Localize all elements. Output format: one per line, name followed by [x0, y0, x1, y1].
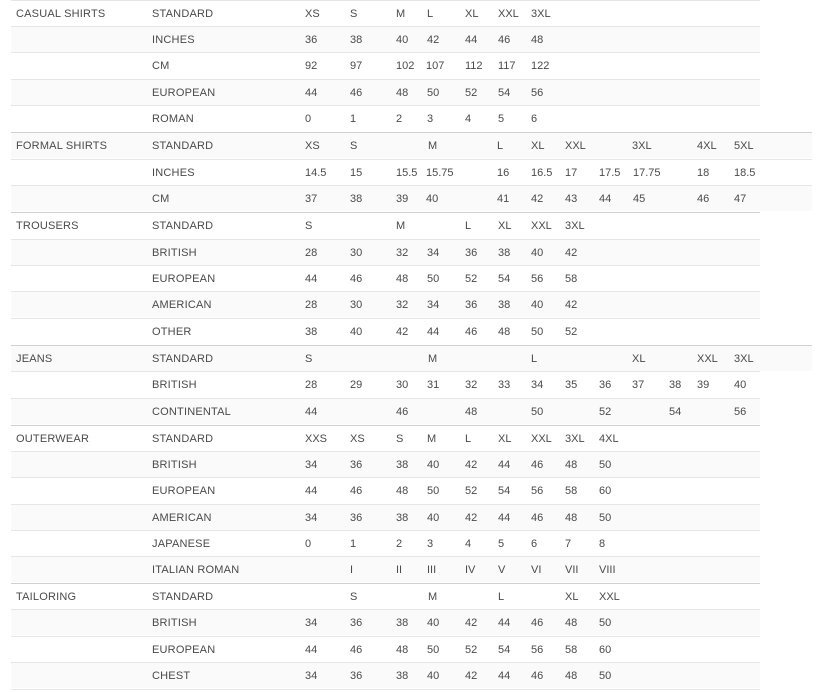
size-value: 52: [465, 644, 478, 656]
size-value: 46: [697, 193, 710, 205]
size-value: 46: [531, 617, 544, 629]
size-value: 42: [565, 299, 578, 311]
size-value: 17.5: [599, 167, 621, 179]
size-value: 36: [350, 670, 363, 682]
size-value: 56: [531, 485, 544, 497]
size-value: 44: [498, 617, 511, 629]
system-label: CM: [152, 193, 170, 205]
size-value: 50: [427, 87, 440, 99]
size-value: 29: [350, 379, 363, 391]
size-value: 30: [350, 247, 363, 259]
size-row-outerwear-italian-roman: [11, 556, 760, 582]
system-label: AMERICAN: [152, 512, 212, 524]
size-value: 48: [465, 406, 478, 418]
size-value: 54: [498, 273, 511, 285]
size-value: M: [396, 8, 406, 20]
size-value: L: [497, 140, 504, 152]
system-label: STANDARD: [152, 353, 214, 365]
size-value: 46: [350, 87, 363, 99]
size-value: 38: [396, 617, 409, 629]
size-value: S: [350, 140, 358, 152]
size-value: 54: [669, 406, 682, 418]
system-label: AMERICAN: [152, 299, 212, 311]
size-value: XXS: [305, 433, 328, 445]
size-value: 42: [565, 247, 578, 259]
size-value: XXL: [697, 353, 718, 365]
size-value: 34: [427, 247, 440, 259]
size-value: 50: [531, 406, 544, 418]
size-value: 38: [350, 34, 363, 46]
size-value: 36: [350, 617, 363, 629]
system-label: CHEST: [152, 670, 191, 682]
size-row-casual-shirts-european: [11, 79, 760, 105]
size-value: 52: [599, 406, 612, 418]
size-value: 38: [305, 326, 318, 338]
size-value: 44: [305, 485, 318, 497]
size-value: 44: [305, 406, 318, 418]
size-value: 4XL: [599, 433, 619, 445]
system-label: STANDARD: [152, 8, 214, 20]
size-row-formal-shirts-inches: [11, 159, 812, 185]
system-label: STANDARD: [152, 591, 214, 603]
size-row-tailoring-british: [11, 609, 760, 635]
size-value: 50: [599, 670, 612, 682]
size-value: 40: [426, 193, 439, 205]
system-label: BRITISH: [152, 379, 197, 391]
size-row-formal-shirts-standard: [11, 132, 812, 158]
size-value: XXL: [531, 220, 552, 232]
category-label: CASUAL SHIRTS: [16, 8, 106, 20]
size-row-jeans-british: [11, 371, 760, 397]
size-value: VI: [531, 564, 542, 576]
size-value: 34: [305, 459, 318, 471]
size-value: 34: [427, 299, 440, 311]
size-value: 42: [396, 326, 409, 338]
size-value: 33: [498, 379, 511, 391]
size-value: 31: [427, 379, 440, 391]
system-label: ITALIAN ROMAN: [152, 564, 240, 576]
size-value: 2: [396, 538, 403, 550]
size-value: 46: [350, 644, 363, 656]
size-value: 112: [465, 60, 483, 72]
size-value: S: [305, 220, 313, 232]
size-value: 6: [531, 113, 538, 125]
size-value: 43: [565, 193, 578, 205]
size-value: 102: [396, 60, 415, 72]
size-value: 36: [599, 379, 612, 391]
system-label: BRITISH: [152, 247, 197, 259]
size-value: 17: [565, 167, 578, 179]
size-value: XL: [465, 8, 479, 20]
category-label: FORMAL SHIRTS: [16, 140, 108, 152]
size-value: 34: [305, 670, 318, 682]
category-label: TAILORING: [16, 591, 77, 603]
size-row-tailoring-standard: [11, 583, 760, 609]
size-value: 48: [396, 273, 409, 285]
size-row-casual-shirts-standard: [11, 0, 760, 26]
size-value: M: [428, 591, 438, 603]
size-value: 46: [531, 670, 544, 682]
size-value: S: [350, 8, 358, 20]
size-row-jeans-standard: [11, 345, 812, 371]
size-value: 48: [498, 326, 511, 338]
size-value: 44: [498, 459, 511, 471]
size-value: 46: [531, 459, 544, 471]
size-value: 38: [396, 459, 409, 471]
size-value: 4: [465, 538, 472, 550]
size-value: 44: [599, 193, 612, 205]
size-value: 5: [498, 538, 505, 550]
size-value: 52: [465, 273, 478, 285]
size-value: 38: [669, 379, 682, 391]
size-value: L: [465, 433, 472, 445]
size-value: S: [350, 591, 358, 603]
size-value: 32: [465, 379, 478, 391]
size-row-tailoring-european: [11, 636, 760, 662]
size-value: 44: [305, 273, 318, 285]
size-value: 48: [396, 644, 409, 656]
system-label: INCHES: [152, 34, 195, 46]
size-value: 3XL: [734, 353, 754, 365]
size-value: 44: [465, 34, 478, 46]
size-value: M: [396, 220, 406, 232]
size-value: 44: [498, 670, 511, 682]
size-value: M: [428, 140, 438, 152]
category-label: JEANS: [16, 353, 53, 365]
size-value: 38: [396, 670, 409, 682]
size-value: VIII: [599, 564, 616, 576]
size-row-casual-shirts-cm: [11, 52, 760, 78]
size-value: 0: [305, 113, 312, 125]
size-value: 4: [465, 113, 472, 125]
size-value: 40: [427, 617, 440, 629]
size-value: 18: [697, 167, 710, 179]
size-value: 8: [599, 538, 606, 550]
size-value: 0: [305, 538, 312, 550]
size-value: 40: [427, 512, 440, 524]
size-value: 28: [305, 379, 318, 391]
size-row-trousers-european: [11, 265, 760, 291]
size-value: 42: [465, 459, 478, 471]
size-value: 37: [632, 379, 645, 391]
category-label: TROUSERS: [16, 220, 79, 232]
size-value: 7: [565, 538, 572, 550]
size-value: 40: [531, 247, 544, 259]
size-value: 58: [565, 485, 578, 497]
size-value: 48: [565, 512, 578, 524]
size-value: XS: [350, 433, 365, 445]
size-value: 44: [427, 326, 440, 338]
size-value: 3: [427, 538, 434, 550]
size-value: 52: [565, 326, 578, 338]
size-value: 58: [565, 273, 578, 285]
size-value: 48: [565, 459, 578, 471]
size-value: 58: [565, 644, 578, 656]
system-label: JAPANESE: [152, 538, 211, 550]
size-value: 54: [498, 485, 511, 497]
size-value: 30: [350, 299, 363, 311]
size-value: 32: [396, 247, 409, 259]
size-value: 38: [498, 299, 511, 311]
size-value: L: [531, 353, 538, 365]
size-value: 50: [427, 485, 440, 497]
system-label: OTHER: [152, 326, 192, 338]
size-value: XL: [498, 433, 512, 445]
size-value: 56: [531, 273, 544, 285]
size-row-tailoring-chest: [11, 662, 760, 688]
size-value: 117: [498, 60, 516, 72]
size-value: 40: [396, 34, 409, 46]
size-value: 28: [305, 299, 318, 311]
size-value: 48: [565, 617, 578, 629]
size-value: 15.75: [426, 167, 454, 179]
size-value: 40: [531, 299, 544, 311]
size-value: M: [428, 353, 438, 365]
size-value: 40: [427, 459, 440, 471]
size-value: 42: [465, 512, 478, 524]
size-value: 46: [396, 406, 409, 418]
size-value: 15: [350, 167, 363, 179]
size-value: 46: [498, 34, 511, 46]
size-row-outerwear-japanese: [11, 530, 760, 556]
size-value: 56: [531, 644, 544, 656]
size-value: 48: [396, 87, 409, 99]
size-value: 42: [465, 617, 478, 629]
size-value: 35: [565, 379, 578, 391]
size-value: 36: [465, 247, 478, 259]
size-value: 36: [350, 512, 363, 524]
size-row-outerwear-european: [11, 477, 760, 503]
size-value: XL: [565, 591, 579, 603]
size-row-trousers-british: [11, 239, 760, 265]
system-label: ROMAN: [152, 113, 194, 125]
size-value: 39: [697, 379, 710, 391]
system-label: BRITISH: [152, 459, 197, 471]
size-value: 46: [465, 326, 478, 338]
size-value: 47: [734, 193, 747, 205]
size-row-trousers-american: [11, 291, 760, 317]
size-value: 32: [396, 299, 409, 311]
size-value: 5: [498, 113, 505, 125]
size-value: S: [305, 353, 313, 365]
size-value: 42: [465, 670, 478, 682]
size-value: 14.5: [305, 167, 327, 179]
size-value: 52: [465, 87, 478, 99]
size-value: I: [350, 564, 354, 576]
table-bottom-border: [11, 689, 760, 690]
size-value: 97: [350, 60, 363, 72]
category-label: OUTERWEAR: [16, 433, 90, 445]
size-value: 16.5: [531, 167, 553, 179]
size-value: 3XL: [565, 433, 585, 445]
size-value: L: [427, 8, 434, 20]
size-value: 3: [427, 113, 434, 125]
size-value: 38: [350, 193, 363, 205]
size-value: 40: [350, 326, 363, 338]
size-value: 48: [396, 485, 409, 497]
size-value: 3XL: [632, 140, 652, 152]
size-value: M: [427, 433, 437, 445]
size-value: 60: [599, 644, 612, 656]
system-label: EUROPEAN: [152, 644, 216, 656]
size-row-outerwear-standard: [11, 425, 760, 451]
size-value: XXL: [498, 8, 519, 20]
size-value: 48: [565, 670, 578, 682]
size-value: 4XL: [697, 140, 717, 152]
size-value: 50: [599, 617, 612, 629]
size-value: 41: [497, 193, 510, 205]
size-value: 42: [427, 34, 440, 46]
size-value: 16: [497, 167, 510, 179]
size-value: 50: [427, 273, 440, 285]
system-label: CONTINENTAL: [152, 406, 232, 418]
size-row-jeans-continental: [11, 398, 760, 424]
size-value: 50: [599, 512, 612, 524]
size-value: XL: [632, 353, 646, 365]
size-value: 46: [350, 485, 363, 497]
size-value: 44: [305, 87, 318, 99]
size-value: 36: [305, 34, 318, 46]
system-label: EUROPEAN: [152, 87, 216, 99]
size-value: 50: [531, 326, 544, 338]
size-value: 107: [426, 60, 445, 72]
size-value: IV: [465, 564, 476, 576]
size-value: 44: [498, 512, 511, 524]
system-label: EUROPEAN: [152, 485, 216, 497]
size-value: 3XL: [565, 220, 585, 232]
size-value: 34: [531, 379, 544, 391]
size-value: 44: [305, 644, 318, 656]
size-row-outerwear-american: [11, 504, 760, 530]
size-value: 5XL: [734, 140, 754, 152]
size-value: XS: [305, 8, 320, 20]
size-value: 38: [396, 512, 409, 524]
size-value: XS: [305, 140, 320, 152]
size-value: 52: [465, 485, 478, 497]
size-value: 6: [531, 538, 538, 550]
system-label: STANDARD: [152, 140, 214, 152]
size-value: 38: [498, 247, 511, 259]
size-value: 45: [633, 193, 646, 205]
size-value: 42: [531, 193, 544, 205]
size-value: 60: [599, 485, 612, 497]
size-value: 2: [396, 113, 403, 125]
size-value: XL: [531, 140, 545, 152]
size-value: XXL: [531, 433, 552, 445]
size-value: 1: [350, 113, 357, 125]
system-label: CM: [152, 60, 170, 72]
size-value: 15.5: [396, 167, 418, 179]
size-value: 1: [350, 538, 357, 550]
size-row-casual-shirts-roman: [11, 105, 760, 131]
system-label: STANDARD: [152, 220, 214, 232]
size-row-casual-shirts-inches: [11, 26, 760, 52]
size-value: 46: [350, 273, 363, 285]
system-label: INCHES: [152, 167, 195, 179]
size-value: 34: [305, 617, 318, 629]
size-value: 39: [396, 193, 409, 205]
size-value: 40: [427, 670, 440, 682]
size-value: 46: [531, 512, 544, 524]
system-label: EUROPEAN: [152, 273, 216, 285]
size-value: XXL: [565, 140, 586, 152]
size-row-trousers-other: [11, 318, 760, 344]
size-value: XL: [498, 220, 512, 232]
size-row-formal-shirts-cm: [11, 185, 812, 211]
size-value: 56: [734, 406, 747, 418]
size-value: 48: [531, 34, 544, 46]
size-value: L: [498, 591, 505, 603]
size-value: 34: [305, 512, 318, 524]
size-value: II: [396, 564, 403, 576]
size-value: 56: [531, 87, 544, 99]
size-value: 50: [427, 644, 440, 656]
size-value: III: [427, 564, 437, 576]
size-value: 37: [305, 193, 318, 205]
size-value: 92: [305, 60, 318, 72]
size-value: 30: [396, 379, 409, 391]
size-value: 54: [498, 644, 511, 656]
size-value: VII: [565, 564, 579, 576]
size-value: XXL: [599, 591, 620, 603]
size-value: 17.75: [633, 167, 661, 179]
size-row-outerwear-british: [11, 451, 760, 477]
system-label: BRITISH: [152, 617, 197, 629]
size-value: 40: [734, 379, 747, 391]
size-value: V: [498, 564, 506, 576]
system-label: STANDARD: [152, 433, 214, 445]
size-value: S: [396, 433, 404, 445]
size-value: 50: [599, 459, 612, 471]
size-value: 28: [305, 247, 318, 259]
size-value: 36: [350, 459, 363, 471]
size-value: 122: [531, 60, 550, 72]
size-value: 18.5: [734, 167, 756, 179]
size-value: L: [465, 220, 472, 232]
size-value: 54: [498, 87, 511, 99]
size-row-trousers-standard: [11, 212, 760, 238]
size-value: 3XL: [531, 8, 551, 20]
size-value: 36: [465, 299, 478, 311]
